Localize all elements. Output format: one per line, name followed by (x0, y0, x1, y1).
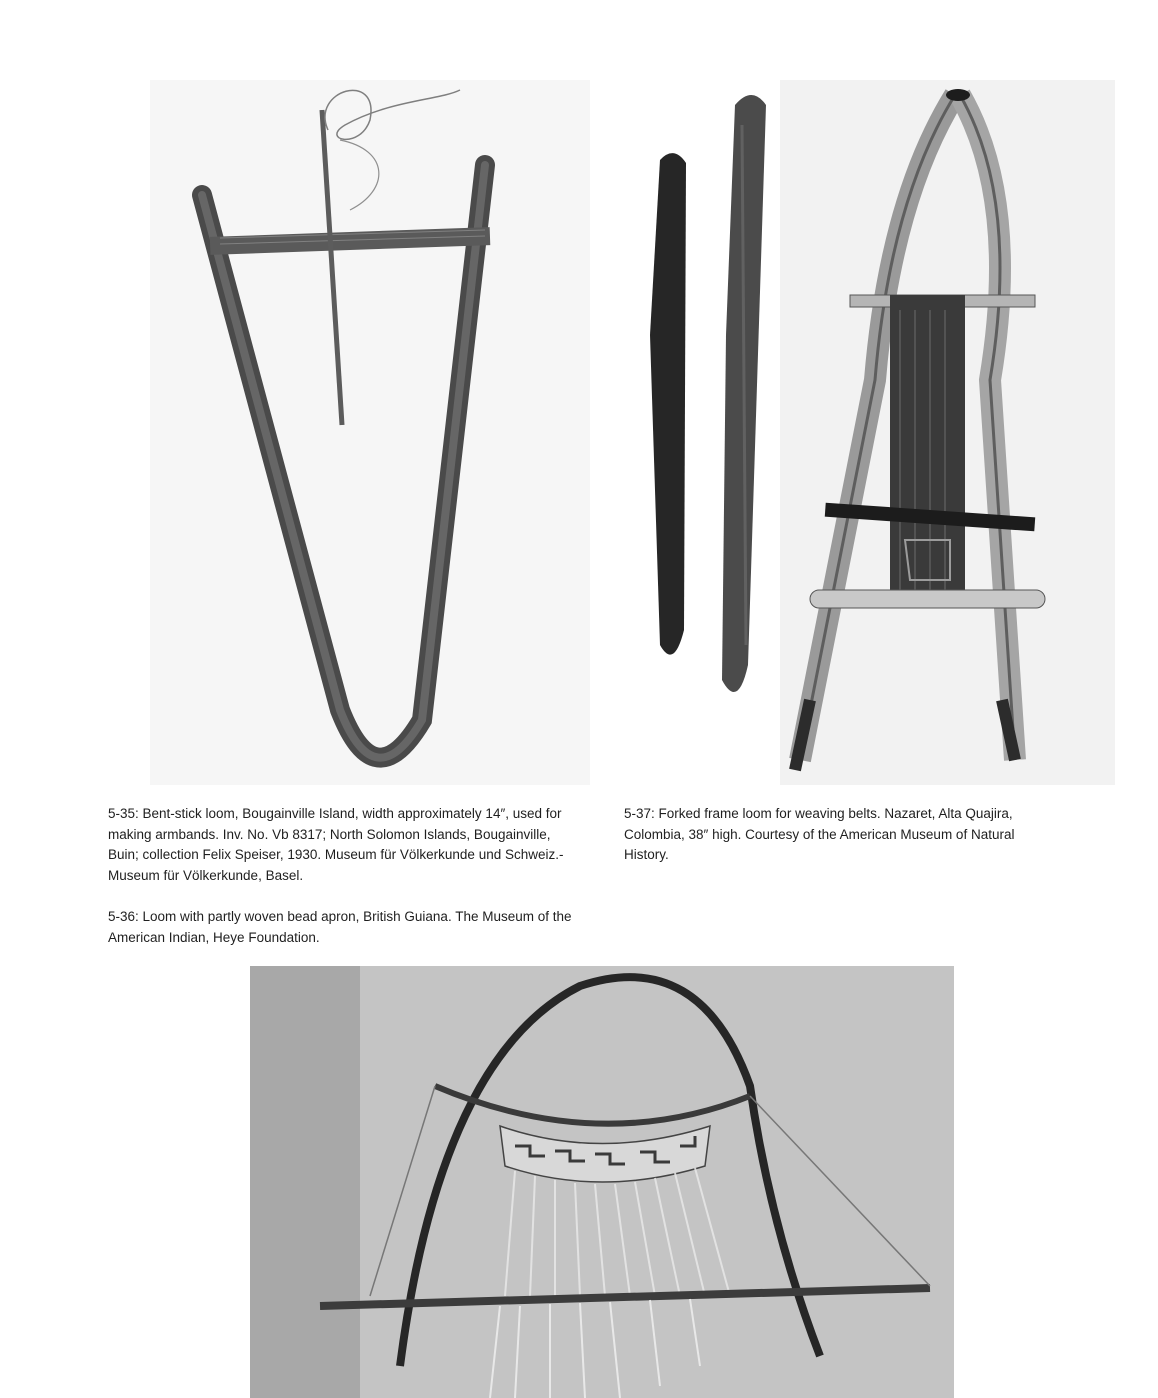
woven-belt (890, 295, 965, 605)
right-fork-leg (960, 95, 1015, 760)
photo-forked-frame-loom (780, 80, 1115, 785)
caption-fig-5-35: 5-35: Bent-stick loom, Bougainville Island, width approximately 14″, used for making armbands. Inv. No. Vb 8317; North Solomon Islands, Bougainville, Buin; collection Felix Speiser, 1930. Museum für Völkerkunde und Schweiz.-Museum für Völkerkunde, Basel. (108, 806, 564, 883)
weaving-sticks-illustration (630, 85, 800, 705)
photo-bead-apron-loom (250, 966, 954, 1398)
thread (325, 90, 460, 139)
needle-stick (322, 110, 342, 425)
caption-fig-5-37: 5-37: Forked frame loom for weaving belts. Nazaret, Alta Quajira, Colombia, 38″ high. Courtesy of the American Museum of Natural History. (624, 806, 1015, 862)
bead-apron-loom-illustration (250, 966, 954, 1398)
dark-stick (650, 153, 686, 654)
photo-bent-stick-loom (150, 80, 590, 785)
forked-frame-loom-illustration (780, 80, 1115, 785)
bent-stick-loom-illustration (150, 80, 590, 785)
caption-fig-5-36: 5-36: Loom with partly woven bead apron, British Guiana. The Museum of the American Indian, Heye Foundation. (108, 909, 572, 945)
lower-bar (810, 590, 1045, 608)
bent-stick-frame (202, 165, 485, 758)
photo-weaving-sticks (630, 85, 800, 705)
